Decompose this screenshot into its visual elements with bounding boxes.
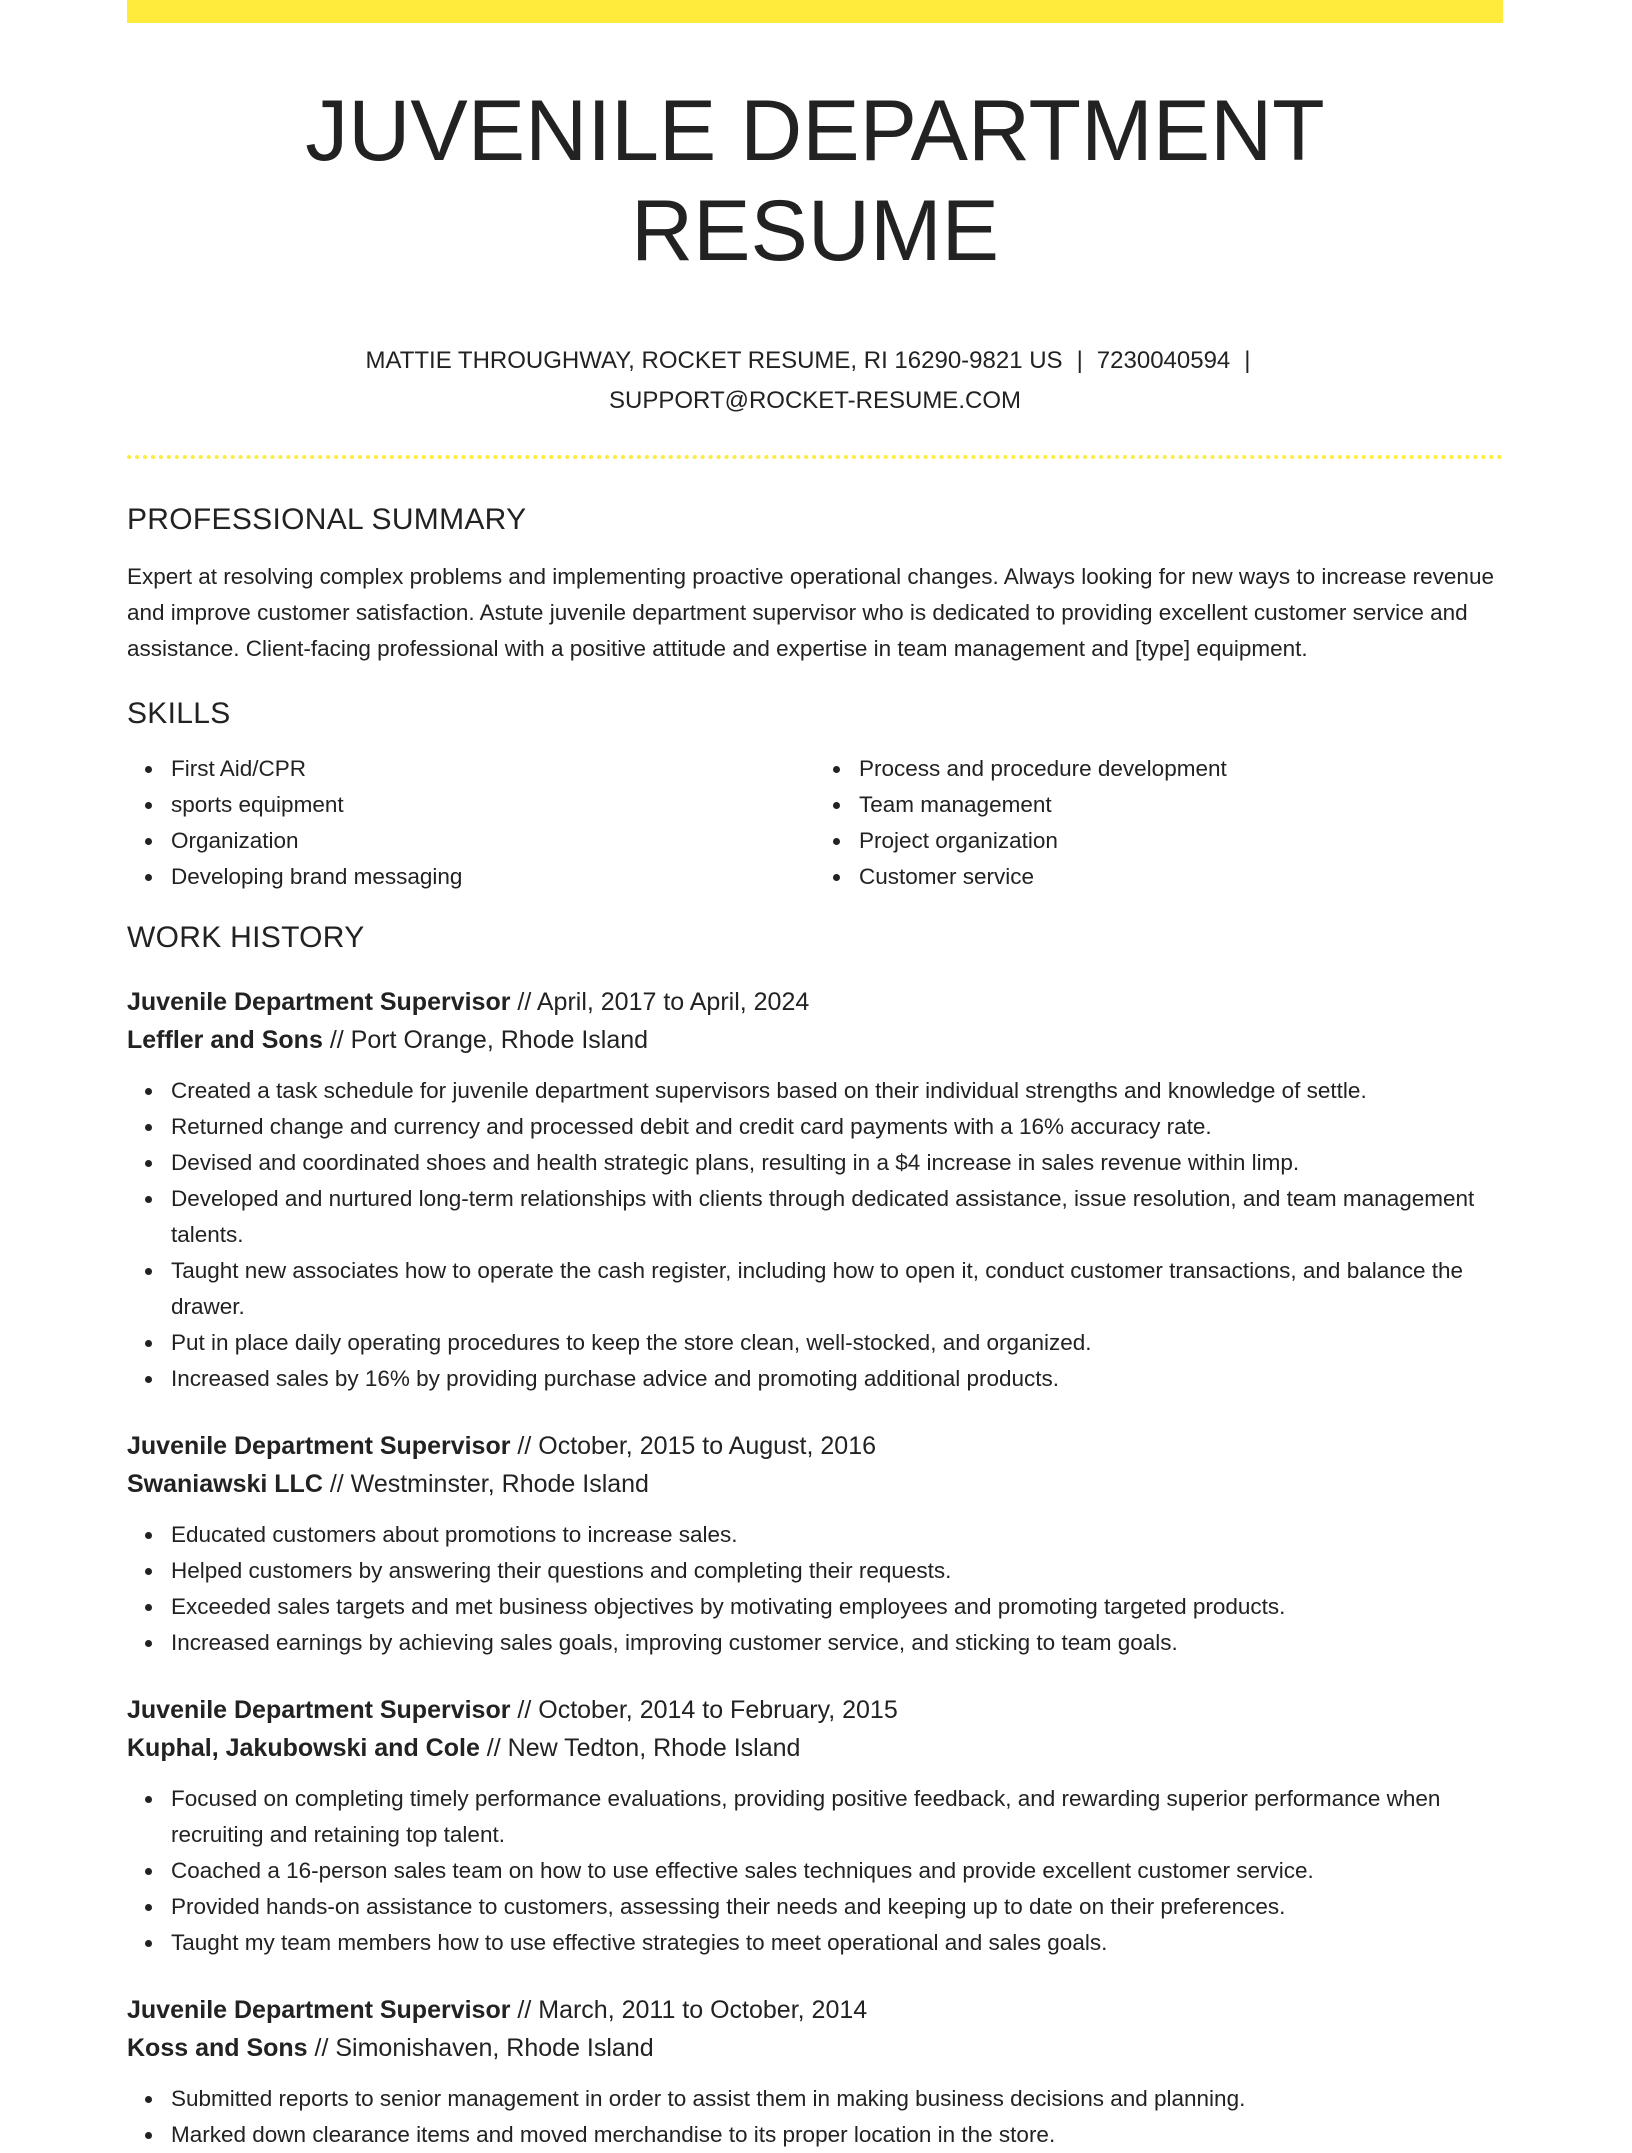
job-bullet: Increased sales by 16% by providing purchase advice and promoting additional products. bbox=[171, 1361, 1503, 1397]
job-bullet: Helped customers by answering their questions and completing their requests. bbox=[171, 1553, 1503, 1589]
job-entry bbox=[127, 1427, 1503, 1661]
job-bullet: Created a task schedule for juvenile department supervisors based on their individual strengths and knowledge of settle. bbox=[171, 1073, 1503, 1109]
job-title: Juvenile Department Supervisor bbox=[127, 988, 511, 1016]
dotted-divider bbox=[127, 455, 1503, 459]
skills-heading: SKILLS bbox=[127, 697, 231, 730]
job-bullets bbox=[127, 1517, 1503, 1661]
job-company: Koss and Sons bbox=[127, 2034, 308, 2062]
job-bullet: Developed and nurtured long-term relationships with clients through dedicated assistance, issue resolution, and team management talents. bbox=[171, 1181, 1503, 1253]
job-title: Juvenile Department Supervisor bbox=[127, 1696, 511, 1724]
resume-title: JUVENILE DEPARTMENT RESUME bbox=[305, 83, 1325, 279]
job-company: Kuphal, Jakubowski and Cole bbox=[127, 1734, 480, 1762]
skills-list-left bbox=[127, 751, 815, 895]
job-entry bbox=[127, 1691, 1503, 1961]
job-bullet: Returned change and currency and processed debit and credit card payments with a 16% accuracy rate. bbox=[171, 1109, 1503, 1145]
work-history-heading: WORK HISTORY bbox=[127, 921, 365, 954]
job-bullet: Submitted reports to senior management in order to assist them in making business decisions and planning. bbox=[171, 2081, 1503, 2117]
contact-address: MATTIE THROUGHWAY, ROCKET RESUME, RI 16290-9821 US bbox=[365, 347, 1063, 374]
job-bullet: Put in place daily operating procedures to keep the store clean, well-stocked, and organized. bbox=[171, 1325, 1503, 1361]
job-company-line bbox=[127, 1465, 1503, 1503]
job-bullet: Taught my team members how to use effective strategies to meet operational and sales goals. bbox=[171, 1925, 1503, 1961]
skill-item: Project organization bbox=[859, 823, 1503, 859]
job-title-line bbox=[127, 1691, 1503, 1729]
job-bullet: Marked down clearance items and moved merchandise to its proper location in the store. bbox=[171, 2117, 1503, 2153]
resume-page bbox=[127, 0, 1503, 2153]
job-title-line bbox=[127, 1991, 1503, 2029]
summary-heading: PROFESSIONAL SUMMARY bbox=[127, 503, 527, 536]
job-location: // Simonishaven, Rhode Island bbox=[307, 2034, 654, 2062]
contact-separator: | bbox=[1244, 347, 1251, 374]
job-bullet: Increased earnings by achieving sales goals, improving customer service, and sticking to team goals. bbox=[171, 1625, 1503, 1661]
job-bullet: Educated customers about promotions to increase sales. bbox=[171, 1517, 1503, 1553]
job-title-line bbox=[127, 1427, 1503, 1465]
job-title-line bbox=[127, 983, 1503, 1021]
job-entry bbox=[127, 1991, 1503, 2153]
job-location: // Port Orange, Rhode Island bbox=[322, 1026, 649, 1054]
job-bullet: Provided hands-on assistance to customers, assessing their needs and keeping up to date on their preferences. bbox=[171, 1889, 1503, 1925]
skill-item: Process and procedure development bbox=[859, 751, 1503, 787]
summary-text: Expert at resolving complex problems and implementing proactive operational changes. Always looking for new ways to increase revenue and improve customer satisfaction. Astute juvenile department supervisor who is dedicated to providing excellent customer service and assistance. Client-facing professional with a positive attitude and expertise in team management and [type] equipment. bbox=[127, 564, 1494, 661]
contact-separator: | bbox=[1076, 347, 1083, 374]
job-title: Juvenile Department Supervisor bbox=[127, 1432, 511, 1460]
job-bullet: Devised and coordinated shoes and health strategic plans, resulting in a $4 increase in sales revenue within limp. bbox=[171, 1145, 1503, 1181]
job-dates: // March, 2011 to October, 2014 bbox=[510, 1996, 868, 2024]
job-location: // New Tedton, Rhode Island bbox=[479, 1734, 801, 1762]
skill-item: First Aid/CPR bbox=[171, 751, 815, 787]
job-bullet: Coached a 16-person sales team on how to use effective sales techniques and provide excellent customer service. bbox=[171, 1853, 1503, 1889]
job-bullet: Exceeded sales targets and met business objectives by motivating employees and promoting targeted products. bbox=[171, 1589, 1503, 1625]
job-bullets bbox=[127, 1073, 1503, 1397]
job-bullet: Focused on completing timely performance evaluations, providing positive feedback, and rewarding superior performance when recruiting and retaining top talent. bbox=[171, 1781, 1503, 1853]
contact-email[interactable]: SUPPORT@ROCKET-RESUME.COM bbox=[609, 387, 1021, 414]
contact-info bbox=[127, 341, 1503, 421]
job-dates: // April, 2017 to April, 2024 bbox=[510, 988, 810, 1016]
job-bullets bbox=[127, 1781, 1503, 1961]
job-title: Juvenile Department Supervisor bbox=[127, 1996, 511, 2024]
contact-phone: 7230040594 bbox=[1096, 347, 1231, 374]
skill-item: Customer service bbox=[859, 859, 1503, 895]
job-company-line bbox=[127, 2029, 1503, 2067]
skill-item: Developing brand messaging bbox=[171, 859, 815, 895]
accent-top-bar bbox=[127, 0, 1503, 23]
job-company-line bbox=[127, 1729, 1503, 1767]
job-dates: // October, 2015 to August, 2016 bbox=[510, 1432, 877, 1460]
job-company: Swaniawski LLC bbox=[127, 1470, 323, 1498]
job-dates: // October, 2014 to February, 2015 bbox=[510, 1696, 898, 1724]
job-entry bbox=[127, 983, 1503, 1397]
skill-item: Organization bbox=[171, 823, 815, 859]
skills-grid bbox=[127, 751, 1503, 895]
job-company-line bbox=[127, 1021, 1503, 1059]
skill-item: sports equipment bbox=[171, 787, 815, 823]
skill-item: Team management bbox=[859, 787, 1503, 823]
skills-list-right bbox=[815, 751, 1503, 895]
job-bullet: Taught new associates how to operate the cash register, including how to open it, conduct customer transactions, and balance the drawer. bbox=[171, 1253, 1503, 1325]
job-bullets bbox=[127, 2081, 1503, 2153]
job-location: // Westminster, Rhode Island bbox=[322, 1470, 649, 1498]
job-company: Leffler and Sons bbox=[127, 1026, 323, 1054]
